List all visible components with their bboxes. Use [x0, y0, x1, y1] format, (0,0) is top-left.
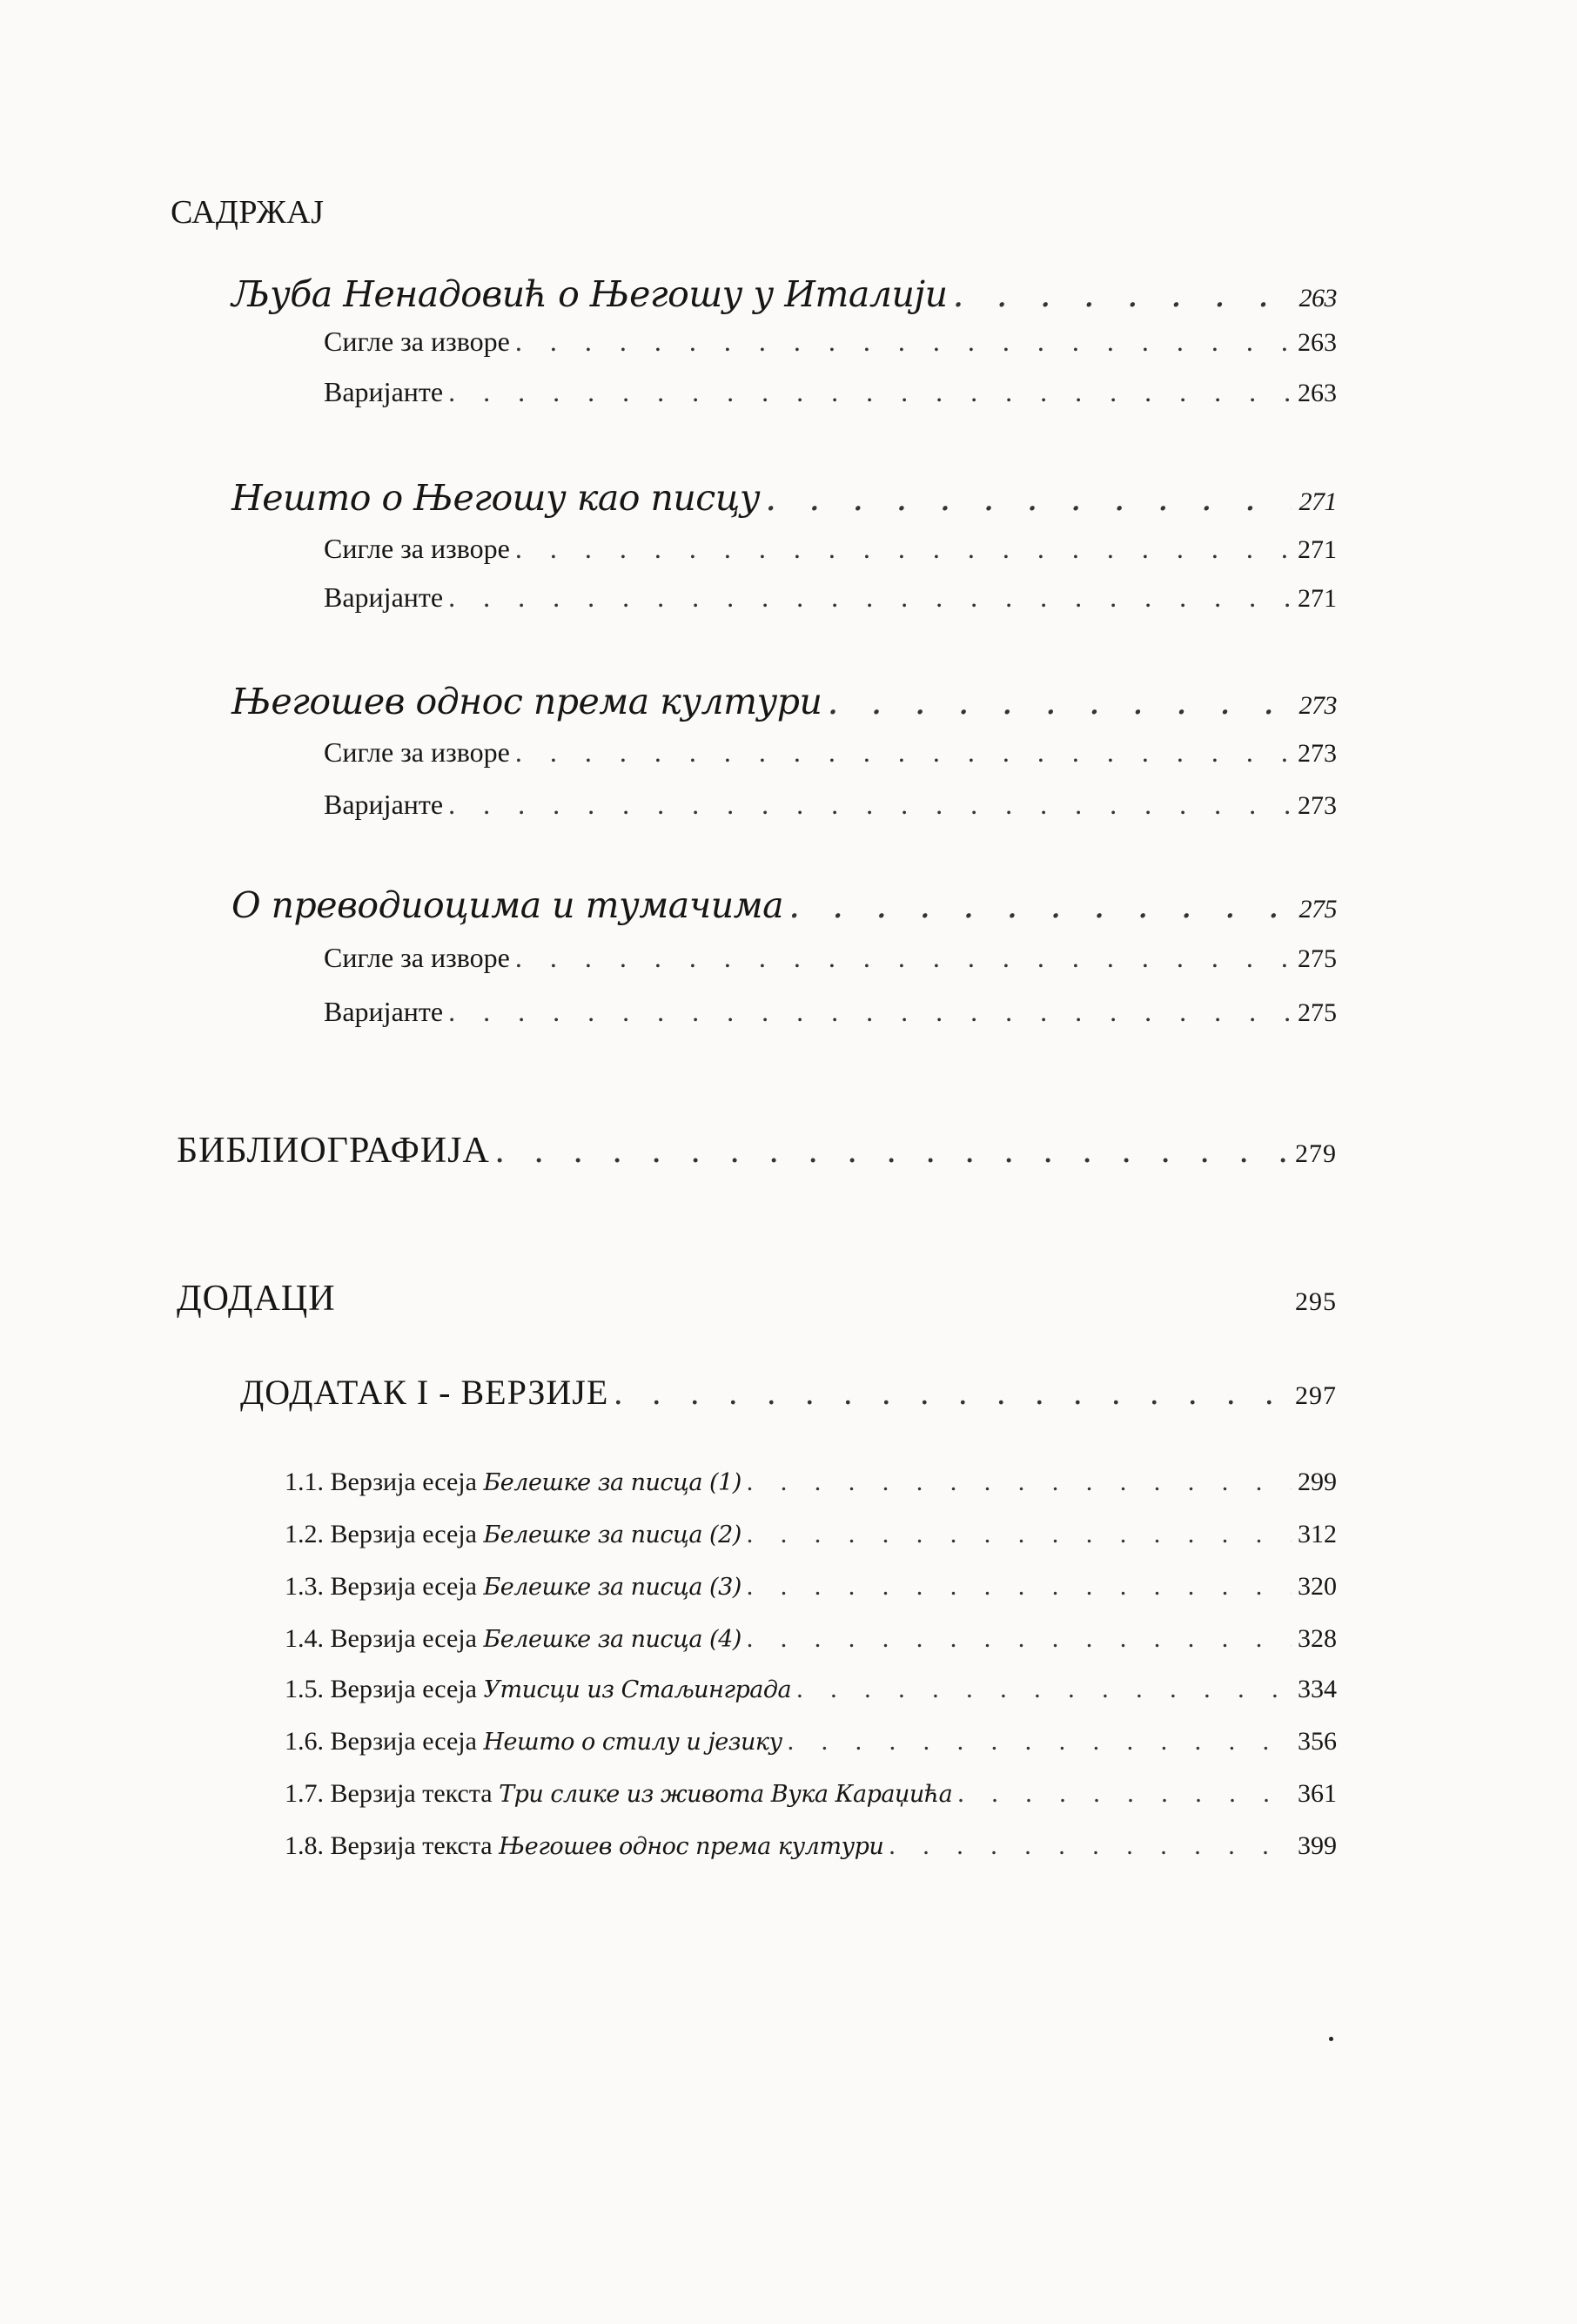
toc-version-item	[285, 1468, 1337, 1497]
toc-heading: САДРЖАЈ	[171, 194, 325, 231]
page-number: 297	[1295, 1381, 1337, 1410]
version-prefix: 1.1. Верзија есеја	[285, 1468, 484, 1496]
section-title: Нешто о Његошу као писцу	[232, 477, 761, 519]
version-title	[285, 1779, 952, 1809]
section-title: О преводиоцима и тумачима	[232, 884, 784, 926]
leader-dots	[957, 1779, 1292, 1809]
version-work-title: Нешто о стилу и језику	[483, 1729, 782, 1756]
version-title	[285, 1624, 742, 1654]
version-title	[285, 1727, 782, 1756]
version-prefix: 1.2. Верзија есеја	[285, 1520, 484, 1548]
leader-dots	[747, 1572, 1292, 1602]
leader-dots	[889, 1831, 1292, 1861]
page-number: 263	[1298, 379, 1337, 407]
leader-dots	[953, 273, 1292, 315]
page-number: 273	[1298, 739, 1337, 768]
version-prefix: 1.6. Верзија есеја	[285, 1727, 484, 1756]
toc-subitem	[324, 376, 1337, 408]
page-number: 275	[1298, 944, 1337, 973]
leader-dots	[788, 1727, 1292, 1756]
page-number: 356	[1298, 1727, 1337, 1756]
page-number: 334	[1298, 1675, 1337, 1703]
toc-version-item	[285, 1727, 1337, 1756]
page-number: 271	[1298, 584, 1337, 613]
leader-dots	[448, 996, 1292, 1028]
leader-dots	[747, 1468, 1292, 1497]
page-number: 263	[1299, 284, 1337, 312]
leader-dots	[788, 884, 1292, 926]
page-speck	[1329, 2037, 1333, 2041]
version-title	[285, 1831, 883, 1861]
subitem-label: Варијанте	[324, 581, 444, 613]
version-work-title: Три слике из живота Вука Караџића	[499, 1781, 953, 1808]
toc-appendix-1	[240, 1372, 1337, 1413]
leader-dots	[448, 376, 1292, 408]
page-number: 263	[1298, 328, 1337, 357]
leader-dots	[448, 789, 1292, 821]
toc-subitem	[324, 996, 1337, 1028]
version-title	[285, 1675, 791, 1704]
toc-subitem	[324, 942, 1337, 974]
page-number: 299	[1298, 1468, 1337, 1496]
toc-section-3	[232, 681, 1337, 722]
section-title: Његошев однос према култури	[232, 681, 822, 722]
toc-subitem	[324, 581, 1337, 614]
subitem-label: Варијанте	[324, 996, 444, 1027]
subitem-label: Сигле за изворе	[324, 326, 510, 357]
subitem-label: Сигле за изворе	[324, 736, 510, 768]
version-title	[285, 1572, 742, 1602]
toc-subitem	[324, 326, 1337, 358]
page-number: 275	[1298, 998, 1337, 1027]
version-title	[285, 1468, 742, 1497]
page-number: 328	[1298, 1624, 1337, 1653]
version-prefix: 1.3. Верзија есеја	[285, 1572, 484, 1601]
toc-subitem	[324, 533, 1337, 565]
leader-dots	[495, 1130, 1290, 1172]
page-number: 279	[1295, 1139, 1337, 1168]
appendices-label: ДОДАЦИ	[177, 1279, 336, 1319]
leader-dots	[796, 1675, 1292, 1704]
version-prefix: 1.4. Верзија есеја	[285, 1624, 484, 1653]
version-work-title: Утисци из Стаљинграда	[483, 1676, 792, 1703]
leader-dots	[515, 736, 1292, 769]
version-title	[285, 1520, 742, 1549]
version-prefix: 1.8. Верзија текста	[285, 1831, 500, 1860]
page-number: 271	[1299, 487, 1337, 516]
version-prefix: 1.7. Верзија текста	[285, 1779, 500, 1808]
page-number: 312	[1298, 1520, 1337, 1548]
leader-dots	[747, 1624, 1292, 1654]
toc-version-item	[285, 1572, 1337, 1602]
leader-dots	[614, 1372, 1290, 1413]
toc-version-item	[285, 1779, 1337, 1809]
page-number: 273	[1298, 791, 1337, 820]
toc-subitem	[324, 789, 1337, 821]
toc-section-4	[232, 884, 1337, 926]
toc-version-item	[285, 1675, 1337, 1704]
version-work-title: Белешке за писца (3)	[483, 1574, 742, 1601]
bibliography-label: БИБЛИОГРАФИЈА	[177, 1131, 490, 1171]
toc-appendices	[177, 1278, 1337, 1320]
page-number: 273	[1299, 691, 1337, 720]
leader-dots	[747, 1520, 1292, 1549]
toc-version-item	[285, 1624, 1337, 1654]
subitem-label: Варијанте	[324, 376, 444, 407]
toc-version-item	[285, 1831, 1337, 1861]
subitem-label: Сигле за изворе	[324, 942, 510, 973]
leader-dots	[515, 533, 1292, 565]
leader-dots	[515, 326, 1292, 358]
leader-dots	[827, 681, 1292, 722]
version-work-title: Белешке за писца (4)	[483, 1626, 742, 1653]
subitem-label: Варијанте	[324, 789, 444, 820]
subitem-label: Сигле за изворе	[324, 533, 510, 564]
appendix-label: ДОДАТАК I - ВЕРЗИЈЕ	[240, 1373, 609, 1412]
toc-section-1	[232, 273, 1337, 315]
section-title: Љуба Ненадовић о Његошу у Италији	[232, 273, 948, 315]
leader-dots	[448, 581, 1292, 614]
page-number: 271	[1298, 535, 1337, 564]
toc-bibliography	[177, 1130, 1337, 1172]
toc-subitem	[324, 736, 1337, 769]
leader-dots	[515, 942, 1292, 974]
version-work-title: Његошев однос према култури	[499, 1833, 884, 1860]
page-number: 361	[1298, 1779, 1337, 1808]
version-work-title: Белешке за писца (1)	[483, 1469, 742, 1496]
page-number: 275	[1299, 895, 1337, 924]
version-work-title: Белешке за писца (2)	[483, 1521, 742, 1548]
page-number: 295	[1295, 1287, 1337, 1316]
leader-dots	[765, 477, 1292, 519]
version-prefix: 1.5. Верзија есеја	[285, 1675, 484, 1703]
toc-section-2	[232, 477, 1337, 519]
page-number: 320	[1298, 1572, 1337, 1601]
toc-version-item	[285, 1520, 1337, 1549]
page-number: 399	[1298, 1831, 1337, 1860]
